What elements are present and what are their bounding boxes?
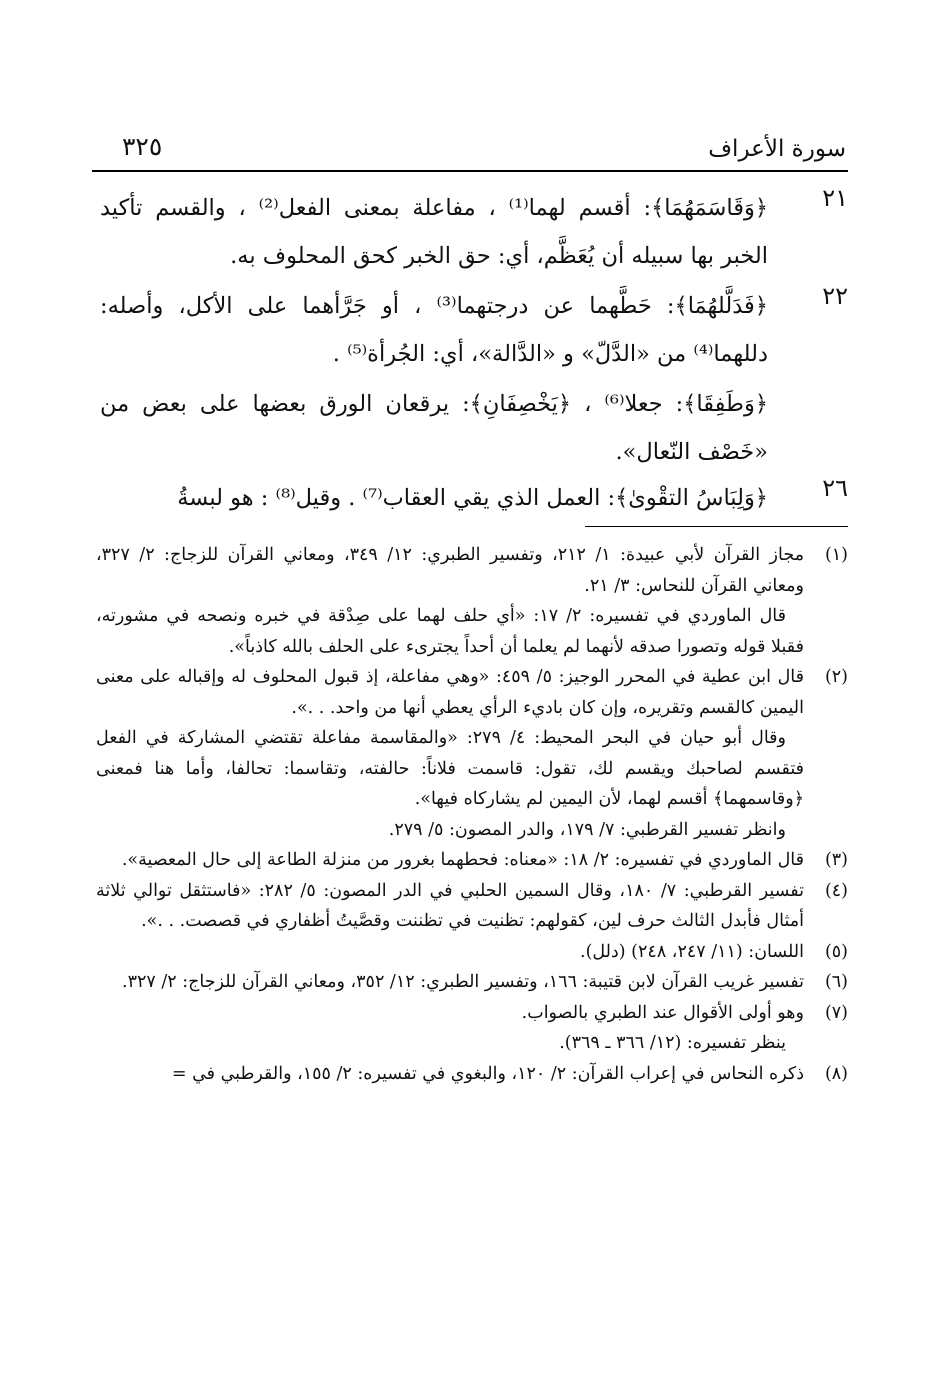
verse-entry-26	[100, 474, 848, 522]
verse-text: ﴿فَدَلَّلهُمَا﴾: حَطَّهما عن درجتهما⁽³⁾ ، أو جَرَّأهما على الأكل، وأصله: دللهما⁽⁴⁾ من «الدَّلّ» و «الدَّالة»، أي: الجُرأة⁽⁵⁾ .	[100, 293, 768, 367]
footnote-text: تفسير القرطبي: ٧/ ١٨٠، وقال السمين الحلبي في الدر المصون: ٥/ ٢٨٢: «فاستثقل توالي ثلاثة أمثال فأبدل الثالث حرف لين، كقولهم: تظنيت في تظننت وقصَّيتُ أظفاري في قصصت. . .».	[96, 880, 804, 931]
page-number: ٣٢٥	[122, 132, 163, 161]
footnote-text: وقال أبو حيان في البحر المحيط: ٤/ ٢٧٩: «والمقاسمة مفاعلة تقتضي المشاركة في الفعل فتقسم لصاحبك ويقسم لك، تقول: قاسمت فلاناً: حالفته، وتقاسما: تحالفا، وأما هنا فمعنى ﴿وقاسمهما﴾ أقسم لهما، لأن اليمين لم يشاركاه فيها».	[96, 728, 804, 809]
verse-text: ﴿وَطَفِقَا﴾: جعلا⁽⁶⁾ ، ﴿يَخْصِفَانِ﴾: يرقعان الورق بعضها على بعض من «خَصْف النّعال».	[100, 391, 768, 465]
footnote-text: مجاز القرآن لأبي عبيدة: ١/ ٢١٢، وتفسير الطبري: ١٢/ ٣٤٩، ومعاني القرآن للزجاج: ٢/ ٣٢٧، ومعاني القرآن للنحاس: ٣/ ٢١.	[96, 545, 804, 596]
footnote-number: (٥)	[824, 941, 848, 962]
footnote-number: (٦)	[824, 972, 848, 992]
footnote-number: (٧)	[824, 1002, 848, 1023]
footnote-text: ذكره النحاس في إعراب القرآن: ٢/ ١٢٠، والبغوي في تفسيره: ٢/ ١٥٥، والقرطبي في =	[171, 1063, 804, 1084]
verse-number: ٢٦	[822, 474, 848, 502]
header-rule	[92, 170, 848, 172]
footnote-8	[96, 1059, 848, 1090]
verse-entry-22	[100, 282, 848, 378]
footnote-text: تفسير غريب القرآن لابن قتيبة: ١٦٦، وتفسير الطبري: ١٢/ ٣٥٢، ومعاني القرآن للزجاج: ٢/ ٣٢٧.	[121, 972, 804, 992]
footnote-7	[96, 998, 848, 1059]
footnote-number: (٢)	[824, 667, 848, 687]
verse-entry-21	[100, 184, 848, 280]
footnote-number: (٨)	[824, 1063, 848, 1084]
footnote-6	[96, 967, 848, 998]
footnote-number: (٣)	[824, 850, 848, 870]
footnote-5	[96, 937, 848, 968]
footnote-rule	[585, 526, 848, 527]
verse-text: ﴿وَقَاسَمَهُمَا﴾: أقسم لهما⁽¹⁾ ، مفاعلة بمعنى الفعل⁽²⁾ ، والقسم تأكيد الخبر بها سبيله أن يُعَظَّم، أي: حق الخبر كحق المحلوف به.	[100, 195, 769, 269]
footnote-3	[96, 845, 848, 876]
footnote-text: اللسان: (١١/ ٢٤٧، ٢٤٨) (دلل).	[580, 941, 804, 962]
footnote-text: قال الماوردي في تفسيره: ٢/ ١٧: «أي حلف لهما على صِدْقة في خبره ونصحه في مشورته، فقبلا قوله وتصورا صدقه لأنهما لم يعلما أن أحداً يجترىء على الحلف بالله كاذباً».	[96, 606, 804, 657]
footnotes	[96, 540, 848, 1089]
footnote-text: قال الماوردي في تفسيره: ٢/ ١٨: «معناه: فحطهما بغرور من منزلة الطاعة إلى حال المعصية».	[121, 850, 804, 870]
footnote-text: وهو أولى الأقوال عند الطبري بالصواب.	[521, 1002, 804, 1023]
footnote-text: وانظر تفسير القرطبي: ٧/ ١٧٩، والدر المصون: ٥/ ٢٧٩.	[388, 819, 786, 840]
surah-title: سورة الأعراف	[708, 136, 846, 162]
verse-entry-22-cont	[100, 380, 848, 476]
footnote-number: (١)	[824, 545, 848, 565]
verse-number: ٢٢	[822, 282, 848, 310]
verse-number: ٢١	[822, 184, 848, 212]
footnote-number: (٤)	[824, 880, 848, 901]
footnote-1	[96, 540, 848, 662]
footnote-text: ينظر تفسيره: (١٢/ ٣٦٦ ـ ٣٦٩).	[559, 1033, 786, 1053]
verse-text: ﴿وَلِبَاسُ التقْوىٰ﴾: العمل الذي يقي العقاب⁽⁷⁾ . وقيل⁽⁸⁾ : هو لبسةُ	[177, 485, 768, 511]
page-header	[100, 128, 846, 168]
footnote-4	[96, 876, 848, 937]
footnote-text: قال ابن عطية في المحرر الوجيز: ٥/ ٤٥٩: «وهي مفاعلة، إذ قبول المحلوف له وإقباله على معنى اليمين كالقسم وتقريره، وإن كان باديء الرأي يعطي أنها من واحد. . .».	[96, 667, 805, 718]
footnote-2	[96, 662, 848, 845]
